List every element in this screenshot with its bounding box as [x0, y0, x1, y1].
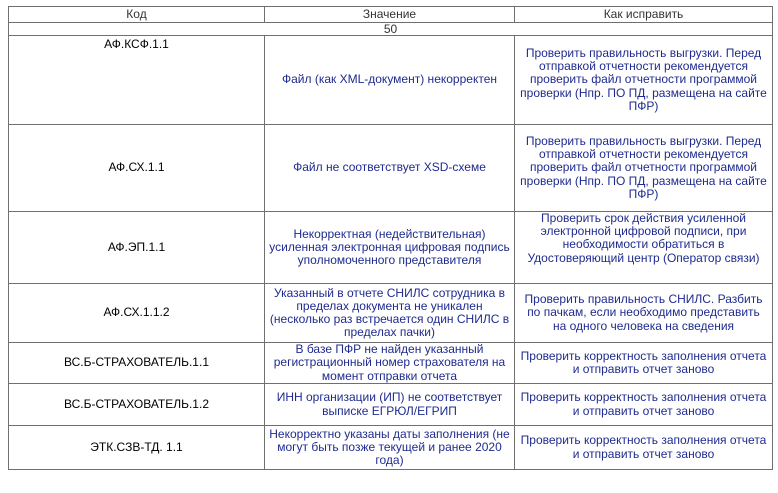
row-fix: Проверить правильность выгрузки. Перед отправкой отчетности рекомендуется проверить файл отчетности программой проверки (Нпр. ПО ПД, размещена на сайте ПФР): [515, 125, 773, 212]
row-value: Указанный в отчете СНИЛС сотрудника в пределах документа не уникален (несколько раз встречается один СНИЛС в пределах пачки): [265, 284, 515, 343]
error-codes-table: [8, 6, 773, 470]
row-value: Файл не соответствует XSD-схеме: [265, 125, 515, 212]
table-row: [9, 343, 773, 384]
table-row: [9, 125, 773, 212]
row-fix: Проверить срок действия усиленной электронной цифровой подписи, при необходимости обратиться в Удостоверяющий центр (Оператор связи): [515, 212, 773, 284]
row-value: В базе ПФР не найден указанный регистрационный номер страхователя на момент отправки отчета: [265, 343, 515, 384]
row-value: Некорректная (недействительная) усиленная электронная цифровая подпись уполномоченного представителя: [265, 212, 515, 284]
row-code: АФ.КСФ.1.1: [9, 36, 265, 125]
row-code: АФ.ЭП.1.1: [9, 212, 265, 284]
table-row: [9, 284, 773, 343]
row-fix: Проверить правильность СНИЛС. Разбить по пачкам, если необходимо представить на одного человека на сведения: [515, 284, 773, 343]
table-row: [9, 426, 773, 470]
table-row: [9, 36, 773, 125]
row-code: ЭТК.СЗВ-ТД. 1.1: [9, 426, 265, 470]
row-code: ВС.Б-СТРАХОВАТЕЛЬ.1.1: [9, 343, 265, 384]
header-fix: Как исправить: [515, 7, 773, 23]
table-row: [9, 384, 773, 426]
table-row: [9, 212, 773, 284]
row-fix: Проверить корректность заполнения отчета и отправить отчет заново: [515, 384, 773, 426]
row-value: Файл (как XML-документ) некорректен: [265, 36, 515, 125]
row-fix: Проверить правильность выгрузки. Перед отправкой отчетности рекомендуется проверить файл отчетности программой проверки (Нпр. ПО ПД, размещена на сайте ПФР): [515, 36, 773, 125]
table-header-row: [9, 7, 773, 23]
row-code: ВС.Б-СТРАХОВАТЕЛЬ.1.2: [9, 384, 265, 426]
header-code: Код: [9, 7, 265, 23]
subheader-number: 50: [9, 23, 773, 36]
row-fix: Проверить корректность заполнения отчета и отправить отчет заново: [515, 426, 773, 470]
row-code: АФ.СХ.1.1.2: [9, 284, 265, 343]
subheader-row: [9, 23, 773, 36]
row-fix: Проверить корректность заполнения отчета и отправить отчет заново: [515, 343, 773, 384]
row-value: ИНН организации (ИП) не соответствует выписке ЕГРЮЛ/ЕГРИП: [265, 384, 515, 426]
row-value: Некорректно указаны даты заполнения (не могут быть позже текущей и ранее 2020 года): [265, 426, 515, 470]
header-value: Значение: [265, 7, 515, 23]
row-code: АФ.СХ.1.1: [9, 125, 265, 212]
